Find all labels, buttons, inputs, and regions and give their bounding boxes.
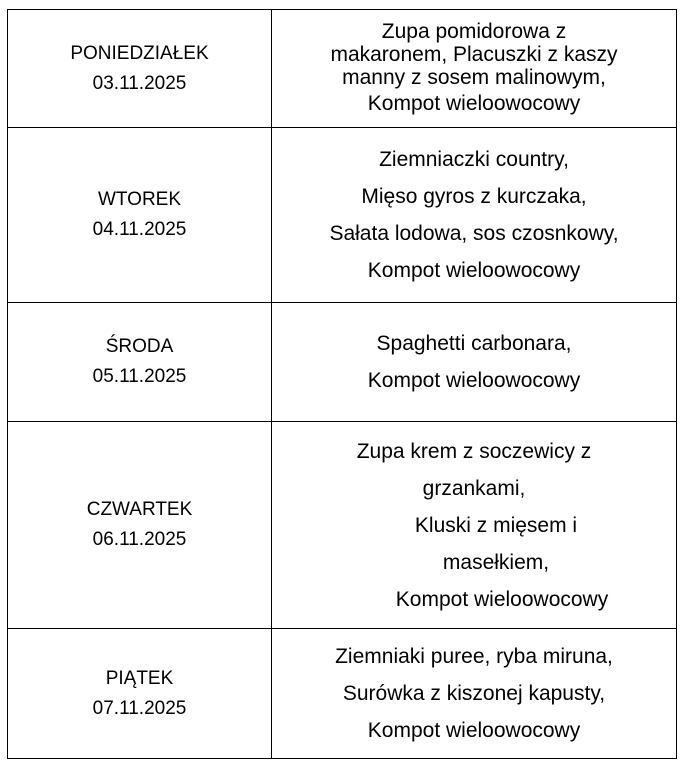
day-name: ŚRODA [105, 336, 174, 357]
meal-line: masełkiem, [442, 550, 550, 574]
meal-line: Sałata lodowa, sos czosnkowy, [329, 222, 619, 245]
day-name: CZWARTEK [86, 499, 193, 520]
day-cell [8, 128, 272, 303]
meal-line: Kompot wieloowocowy [367, 92, 581, 115]
meal-line: Zupa pomidorowa z [381, 20, 567, 43]
meal-cell [272, 128, 677, 303]
day-name: WTOREK [97, 189, 182, 210]
day-date: 04.11.2025 [92, 219, 187, 240]
meal-line: makaronem, Placuszki z kaszy [330, 43, 618, 66]
meal-cell [272, 10, 677, 128]
day-cell [8, 629, 272, 759]
day-date: 03.11.2025 [92, 72, 187, 94]
day-date: 05.11.2025 [92, 366, 187, 387]
day-cell [8, 422, 272, 629]
meal-line: Kompot wieloowocowy [367, 369, 581, 392]
meal-cell [272, 303, 677, 422]
menu-row-wednesday [8, 303, 677, 422]
meal-line: manny z sosem malinowym, [342, 66, 606, 89]
menu-row-monday [8, 10, 677, 128]
meal-cell [272, 422, 677, 629]
meal-line: Ziemniaczki country, [379, 148, 569, 171]
meal-line: Mięso gyros z kurczaka, [361, 185, 587, 208]
menu-row-friday [8, 629, 677, 759]
weekly-menu-table [7, 9, 677, 759]
menu-row-tuesday [8, 128, 677, 303]
meal-cell [272, 629, 677, 759]
meal-line: grzankami, [422, 476, 526, 500]
meal-line: Spaghetti carbonara, [376, 332, 572, 355]
day-name: PIĄTEK [105, 667, 174, 689]
menu-row-thursday [8, 422, 677, 629]
meal-line: Kompot wieloowocowy [367, 259, 581, 282]
day-cell [8, 303, 272, 422]
meal-line: Ziemniaki puree, ryba miruna, [335, 645, 613, 668]
meal-line: Surówka z kiszonej kapusty, [342, 682, 606, 705]
meal-line: Kluski z mięsem i [414, 513, 578, 537]
meal-line: Kompot wieloowocowy [367, 719, 581, 742]
day-date: 07.11.2025 [92, 697, 187, 719]
day-name: PONIEDZIAŁEK [70, 42, 209, 64]
day-cell [8, 10, 272, 128]
day-date: 06.11.2025 [92, 529, 187, 550]
meal-line: Zupa krem z soczewicy z [356, 439, 592, 463]
meal-line: Kompot wieloowocowy [395, 587, 609, 611]
